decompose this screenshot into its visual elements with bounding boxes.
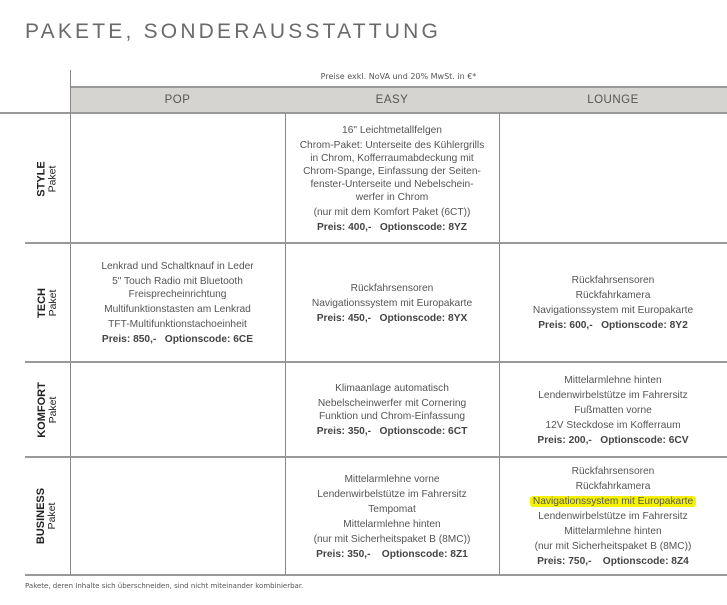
row-label-business (25, 457, 70, 575)
price-option-code: Preis: 750,- Optionscode: 8Z4 (537, 556, 689, 567)
footnote: Pakete, deren Inhalte sich überschneiden, sind nicht miteinander kombinierbar. (25, 582, 304, 590)
feature-line: Fußmatten vorne (574, 404, 652, 416)
feature-line: Navigationssystem mit Europakarte (311, 297, 473, 309)
feature-line: Navigationssystem mit Europakarte (532, 305, 694, 316)
cell-business-pop (82, 457, 273, 575)
row-label-tech (25, 243, 70, 362)
cell-business-easy (297, 457, 487, 575)
feature-line: Mittelarmlehne hinten (564, 526, 662, 537)
price-option-code: Preis: 400,- Optionscode: 8YZ (316, 222, 468, 233)
feature-line: Rückfahrsensoren (571, 466, 655, 477)
feature-line (530, 495, 696, 508)
feature-line: Lendenwirbelstütze im Fahrersitz (538, 389, 688, 401)
feature-line: (nur mit Sicherheitspaket B (8MC)) (534, 541, 692, 552)
feature-line: Lendenwirbelstütze im Fahrersitz (538, 511, 688, 522)
cell-komfort-lounge (511, 362, 715, 457)
feature-line: Rückfahrsensoren (571, 275, 655, 286)
cell-business-lounge (511, 457, 715, 575)
page-title: PAKETE, SONDERAUSSTATTUNG (25, 20, 442, 43)
row-label-text (37, 382, 59, 438)
price-option-code: Preis: 850,- Optionscode: 6CE (101, 334, 254, 345)
price-option-code: Preis: 350,- Optionscode: 6CT (316, 426, 468, 437)
package-name: TECH (35, 287, 48, 318)
feature-line: Chrom-Paket: Unterseite des Kühlergrills in Chrom, Kofferraumabdeckung mit Chrom-Spange, Einfassung der Seiten-fenster-Unterseite und Nebelschein-werfer in Chrom (299, 140, 485, 203)
divider-vertical (499, 114, 500, 575)
cell-tech-pop (82, 243, 273, 362)
feature-line: Klimaanlage automatisch (335, 383, 449, 394)
cell-komfort-easy (297, 362, 487, 457)
highlighted-text: Navigationssystem mit Europakarte (530, 496, 696, 507)
feature-line: Rückfahrkamera (575, 290, 651, 301)
package-sub: Paket (46, 165, 59, 192)
cell-tech-easy (297, 243, 487, 362)
row-label-komfort (25, 362, 70, 457)
divider-vertical (285, 114, 286, 575)
package-name: KOMFORT (35, 381, 48, 438)
row-label-style (25, 114, 70, 243)
feature-line: Tempomat (368, 503, 416, 515)
feature-line: Rückfahrkamera (575, 481, 651, 492)
row-label-text (36, 288, 58, 318)
feature-line: Mittelarmlehne hinten (343, 518, 441, 530)
price-note: Preise exkl. NoVA und 20% MwSt. in €* (320, 72, 477, 81)
feature-line: 12V Steckdose im Kofferraum (545, 419, 681, 431)
row-label-text (36, 161, 58, 196)
price-option-code: Preis: 350,- Optionscode: 8Z1 (316, 548, 468, 560)
package-name: BUSINESS (35, 487, 48, 545)
package-name: STYLE (35, 160, 48, 197)
feature-line: Mittelarmlehne hinten (564, 374, 662, 386)
price-option-code: Preis: 450,- Optionscode: 8YX (316, 312, 468, 324)
cell-style-easy (297, 114, 487, 243)
cell-tech-lounge (511, 243, 715, 362)
feature-line: 16" Leichtmetallfelgen (342, 125, 442, 136)
column-header-easy: EASY (285, 86, 499, 114)
column-header-pop: POP (70, 86, 285, 114)
package-sub: Paket (46, 502, 59, 530)
feature-line: (nur mit dem Komfort Paket (6CT)) (313, 207, 471, 218)
package-sub: Paket (46, 289, 59, 316)
feature-line: (nur mit Sicherheitspaket B (8MC)) (313, 533, 471, 545)
feature-line: 5" Touch Radio mit Bluetooth Freisprecheinrichtung (112, 276, 243, 300)
row-label-text (37, 488, 59, 544)
feature-line: Lendenwirbelstütze im Fahrersitz (317, 488, 467, 500)
cell-style-pop (82, 114, 273, 243)
price-option-code: Preis: 600,- Optionscode: 8Y2 (538, 320, 688, 331)
feature-line: Rückfahrsensoren (350, 282, 434, 294)
feature-line: TFT-Multifunktionstachoeinheit (108, 319, 247, 330)
feature-line: Mittelarmlehne vorne (344, 473, 440, 485)
divider-vertical (70, 70, 71, 575)
feature-line: Multifunktionstasten am Lenkrad (104, 304, 251, 315)
header-corner (0, 86, 70, 114)
cell-komfort-pop (82, 362, 273, 457)
feature-line: Nebelscheinwerfer mit Cornering Funktion und Chrom-Einfassung (317, 398, 467, 422)
column-header-lounge: LOUNGE (499, 86, 727, 114)
package-sub: Paket (46, 396, 59, 423)
feature-line: Lenkrad und Schaltknauf in Leder (101, 261, 254, 272)
price-option-code: Preis: 200,- Optionscode: 6CV (537, 434, 689, 446)
cell-style-lounge (511, 114, 715, 243)
